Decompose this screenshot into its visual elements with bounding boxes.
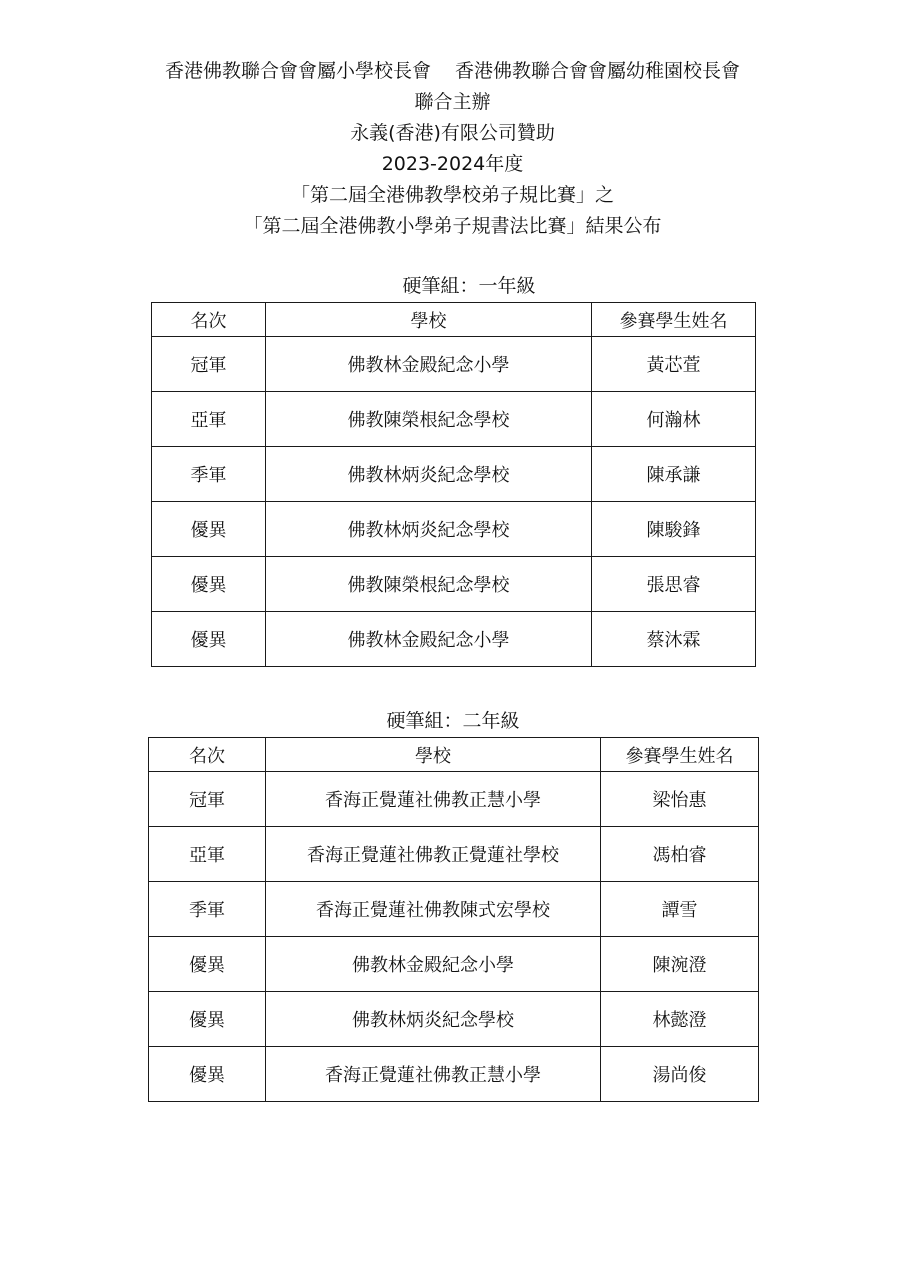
competition-name: 「第二屆全港佛教學校弟子規比賽」之	[290, 184, 614, 206]
table-header-row	[152, 303, 756, 337]
rank-cell: 亞軍	[149, 827, 266, 882]
organizer-kindergarten-principals: 香港佛教聯合會會屬幼稚園校長會	[455, 60, 741, 82]
school-cell: 佛教林金殿紀念小學	[266, 337, 592, 392]
rank-cell: 冠軍	[152, 337, 266, 392]
rank-cell: 優異	[152, 612, 266, 667]
results-table-grade-2	[148, 737, 759, 1102]
rank-cell: 亞軍	[152, 392, 266, 447]
school-cell: 香海正覺蓮社佛教陳式宏學校	[266, 882, 601, 937]
student-cell: 林懿澄	[601, 992, 759, 1047]
co-host-line: 聯合主辦	[414, 91, 491, 113]
table-row	[152, 392, 756, 447]
table-row	[152, 337, 756, 392]
rank-cell: 優異	[149, 992, 266, 1047]
rank-cell: 冠軍	[149, 772, 266, 827]
school-cell: 佛教陳榮根紀念學校	[266, 557, 592, 612]
column-header-rank: 名次	[152, 303, 266, 337]
column-header-school: 學校	[266, 738, 601, 772]
school-cell: 佛教陳榮根紀念學校	[266, 392, 592, 447]
section-title-grade-1: 硬筆組：一年級	[402, 275, 536, 297]
table-row	[149, 937, 759, 992]
rank-cell: 優異	[149, 1047, 266, 1102]
school-cell: 佛教林金殿紀念小學	[266, 937, 601, 992]
school-cell: 佛教林炳炎紀念學校	[266, 447, 592, 502]
column-header-school: 學校	[266, 303, 592, 337]
school-cell: 香海正覺蓮社佛教正慧小學	[266, 1047, 601, 1102]
document-header	[0, 56, 905, 242]
student-cell: 馮柏睿	[601, 827, 759, 882]
rank-cell: 優異	[152, 502, 266, 557]
table-row	[152, 502, 756, 557]
table-row	[149, 882, 759, 937]
student-cell: 譚雪	[601, 882, 759, 937]
school-cell: 佛教林炳炎紀念學校	[266, 992, 601, 1047]
student-cell: 何瀚林	[592, 392, 756, 447]
school-cell: 香海正覺蓮社佛教正慧小學	[266, 772, 601, 827]
table-row	[149, 827, 759, 882]
table-row	[149, 772, 759, 827]
organizers-line	[0, 56, 905, 87]
student-cell: 陳涴澄	[601, 937, 759, 992]
student-cell: 陳承謙	[592, 447, 756, 502]
school-cell: 佛教林金殿紀念小學	[266, 612, 592, 667]
table-row	[152, 557, 756, 612]
student-cell: 蔡沐霖	[592, 612, 756, 667]
student-cell: 湯尚俊	[601, 1047, 759, 1102]
student-cell: 陳駿鋒	[592, 502, 756, 557]
rank-cell: 優異	[152, 557, 266, 612]
table-header-row	[149, 738, 759, 772]
table-row	[152, 612, 756, 667]
results-table-grade-1	[151, 302, 756, 667]
column-header-student: 參賽學生姓名	[592, 303, 756, 337]
event-title: 「第二屆全港佛教小學弟子規書法比賽」結果公布	[243, 215, 662, 237]
sponsor-line: 永義(香港)有限公司贊助	[350, 122, 555, 144]
school-cell: 佛教林炳炎紀念學校	[266, 502, 592, 557]
column-header-student: 參賽學生姓名	[601, 738, 759, 772]
rank-cell: 季軍	[152, 447, 266, 502]
student-cell: 張思睿	[592, 557, 756, 612]
table-row	[149, 1047, 759, 1102]
student-cell: 黃芯萓	[592, 337, 756, 392]
rank-cell: 季軍	[149, 882, 266, 937]
school-cell: 香海正覺蓮社佛教正覺蓮社學校	[266, 827, 601, 882]
rank-cell: 優異	[149, 937, 266, 992]
table-row	[152, 447, 756, 502]
column-header-rank: 名次	[149, 738, 266, 772]
academic-year: 2023-2024年度	[381, 153, 524, 175]
organizer-primary-principals: 香港佛教聯合會會屬小學校長會	[164, 60, 431, 82]
section-title-grade-2: 硬筆組：二年級	[386, 710, 520, 732]
student-cell: 梁怡惠	[601, 772, 759, 827]
table-row	[149, 992, 759, 1047]
